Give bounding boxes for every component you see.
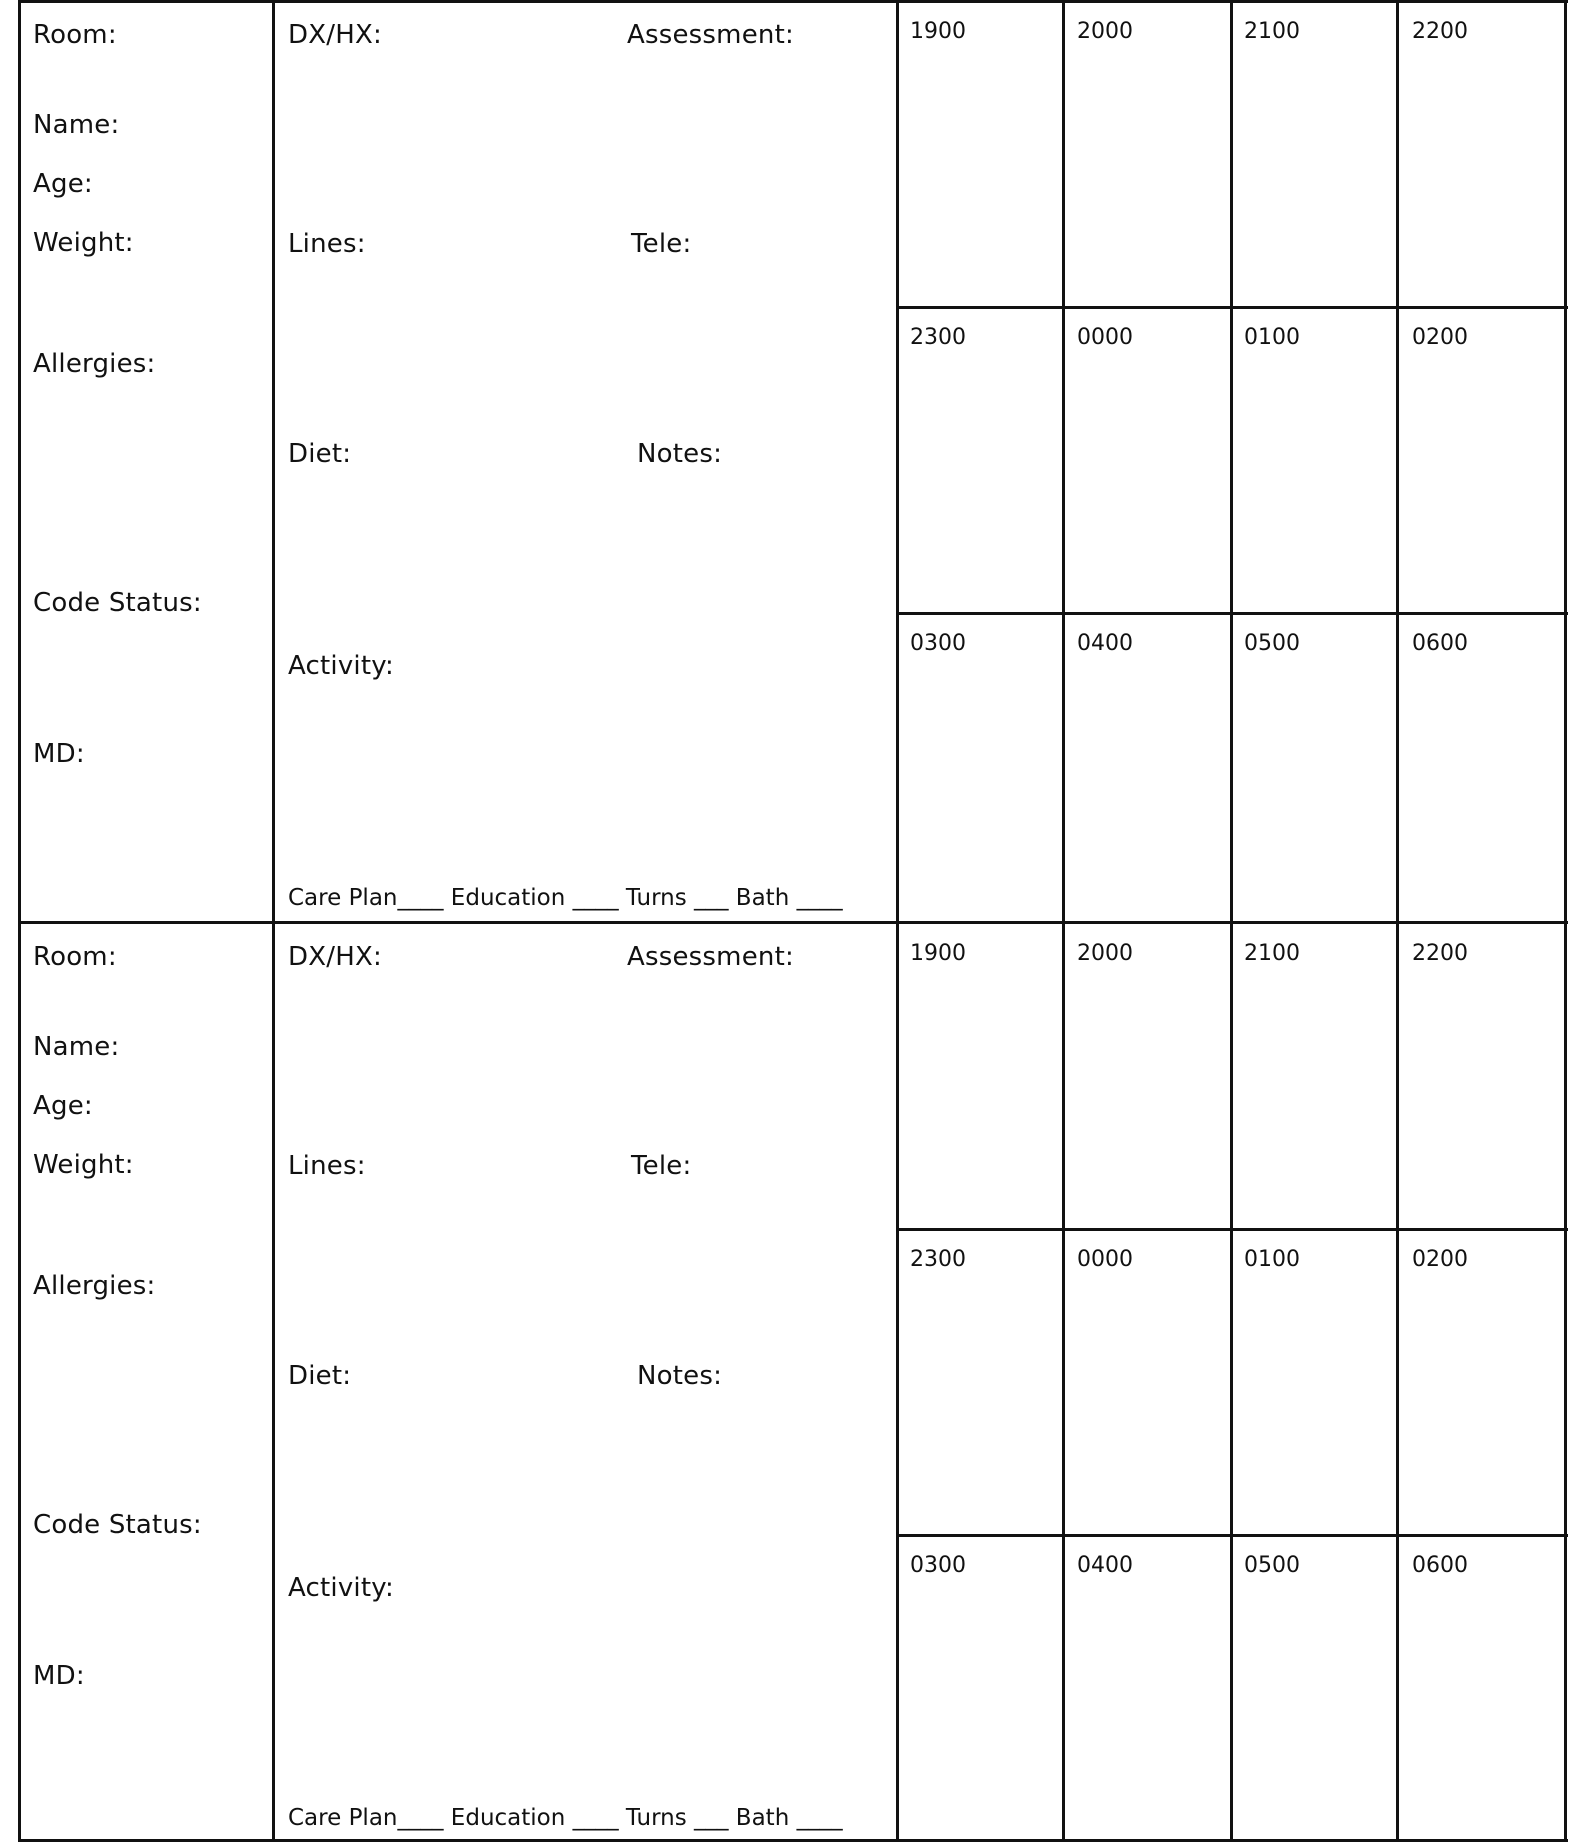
dxhx-label: DX/HX:	[288, 942, 382, 972]
time-slot-label: 0600	[1412, 631, 1468, 656]
lines-label: Lines:	[288, 229, 366, 259]
time-slot-label: 2300	[910, 1247, 966, 1272]
activity-label: Activity:	[288, 1573, 394, 1603]
time-slot-label: 1900	[910, 19, 966, 44]
time-slot-label: 2300	[910, 325, 966, 350]
age-label: Age:	[33, 169, 93, 199]
time-slot-label: 2200	[1412, 19, 1468, 44]
age-label: Age:	[33, 1091, 93, 1121]
time-slot-label: 1900	[910, 941, 966, 966]
time-slot-label: 2000	[1077, 19, 1133, 44]
time-slot-label: 2200	[1412, 941, 1468, 966]
time-slot-label: 0100	[1244, 325, 1300, 350]
code-status-label: Code Status:	[33, 1510, 202, 1540]
patient-block-1	[0, 0, 1588, 921]
room-label: Room:	[33, 942, 117, 972]
name-label: Name:	[33, 1032, 120, 1062]
allergies-label: Allergies:	[33, 349, 156, 379]
time-slot-label: 0000	[1077, 325, 1133, 350]
time-slot-label: 0300	[910, 631, 966, 656]
time-slot-label: 0200	[1412, 1247, 1468, 1272]
dxhx-label: DX/HX:	[288, 20, 382, 50]
assessment-label: Assessment:	[627, 942, 794, 972]
time-slot-label: 0500	[1244, 631, 1300, 656]
assessment-label: Assessment:	[627, 20, 794, 50]
care-plan-footer: Care Plan____ Education ____ Turns ___ Bath ____	[288, 1805, 843, 1831]
time-slot-label: 0500	[1244, 1553, 1300, 1578]
md-label: MD:	[33, 1661, 85, 1691]
tele-label: Tele:	[631, 229, 692, 259]
room-label: Room:	[33, 20, 117, 50]
tele-label: Tele:	[631, 1151, 692, 1181]
diet-label: Diet:	[288, 439, 352, 469]
time-slot-label: 0200	[1412, 325, 1468, 350]
time-slot-label: 2100	[1244, 19, 1300, 44]
diet-label: Diet:	[288, 1361, 352, 1391]
lines-label: Lines:	[288, 1151, 366, 1181]
md-label: MD:	[33, 739, 85, 769]
care-plan-footer: Care Plan____ Education ____ Turns ___ Bath ____	[288, 885, 843, 911]
weight-label: Weight:	[33, 228, 134, 258]
time-slot-label: 0600	[1412, 1553, 1468, 1578]
notes-label: Notes:	[637, 439, 723, 469]
time-slot-label: 2100	[1244, 941, 1300, 966]
notes-label: Notes:	[637, 1361, 723, 1391]
allergies-label: Allergies:	[33, 1271, 156, 1301]
time-slot-label: 0400	[1077, 1553, 1133, 1578]
weight-label: Weight:	[33, 1150, 134, 1180]
activity-label: Activity:	[288, 651, 394, 681]
time-slot-label: 2000	[1077, 941, 1133, 966]
name-label: Name:	[33, 110, 120, 140]
time-slot-label: 0100	[1244, 1247, 1300, 1272]
time-slot-label: 0300	[910, 1553, 966, 1578]
patient-block-2	[0, 922, 1588, 1843]
time-slot-label: 0000	[1077, 1247, 1133, 1272]
code-status-label: Code Status:	[33, 588, 202, 618]
time-slot-label: 0400	[1077, 631, 1133, 656]
